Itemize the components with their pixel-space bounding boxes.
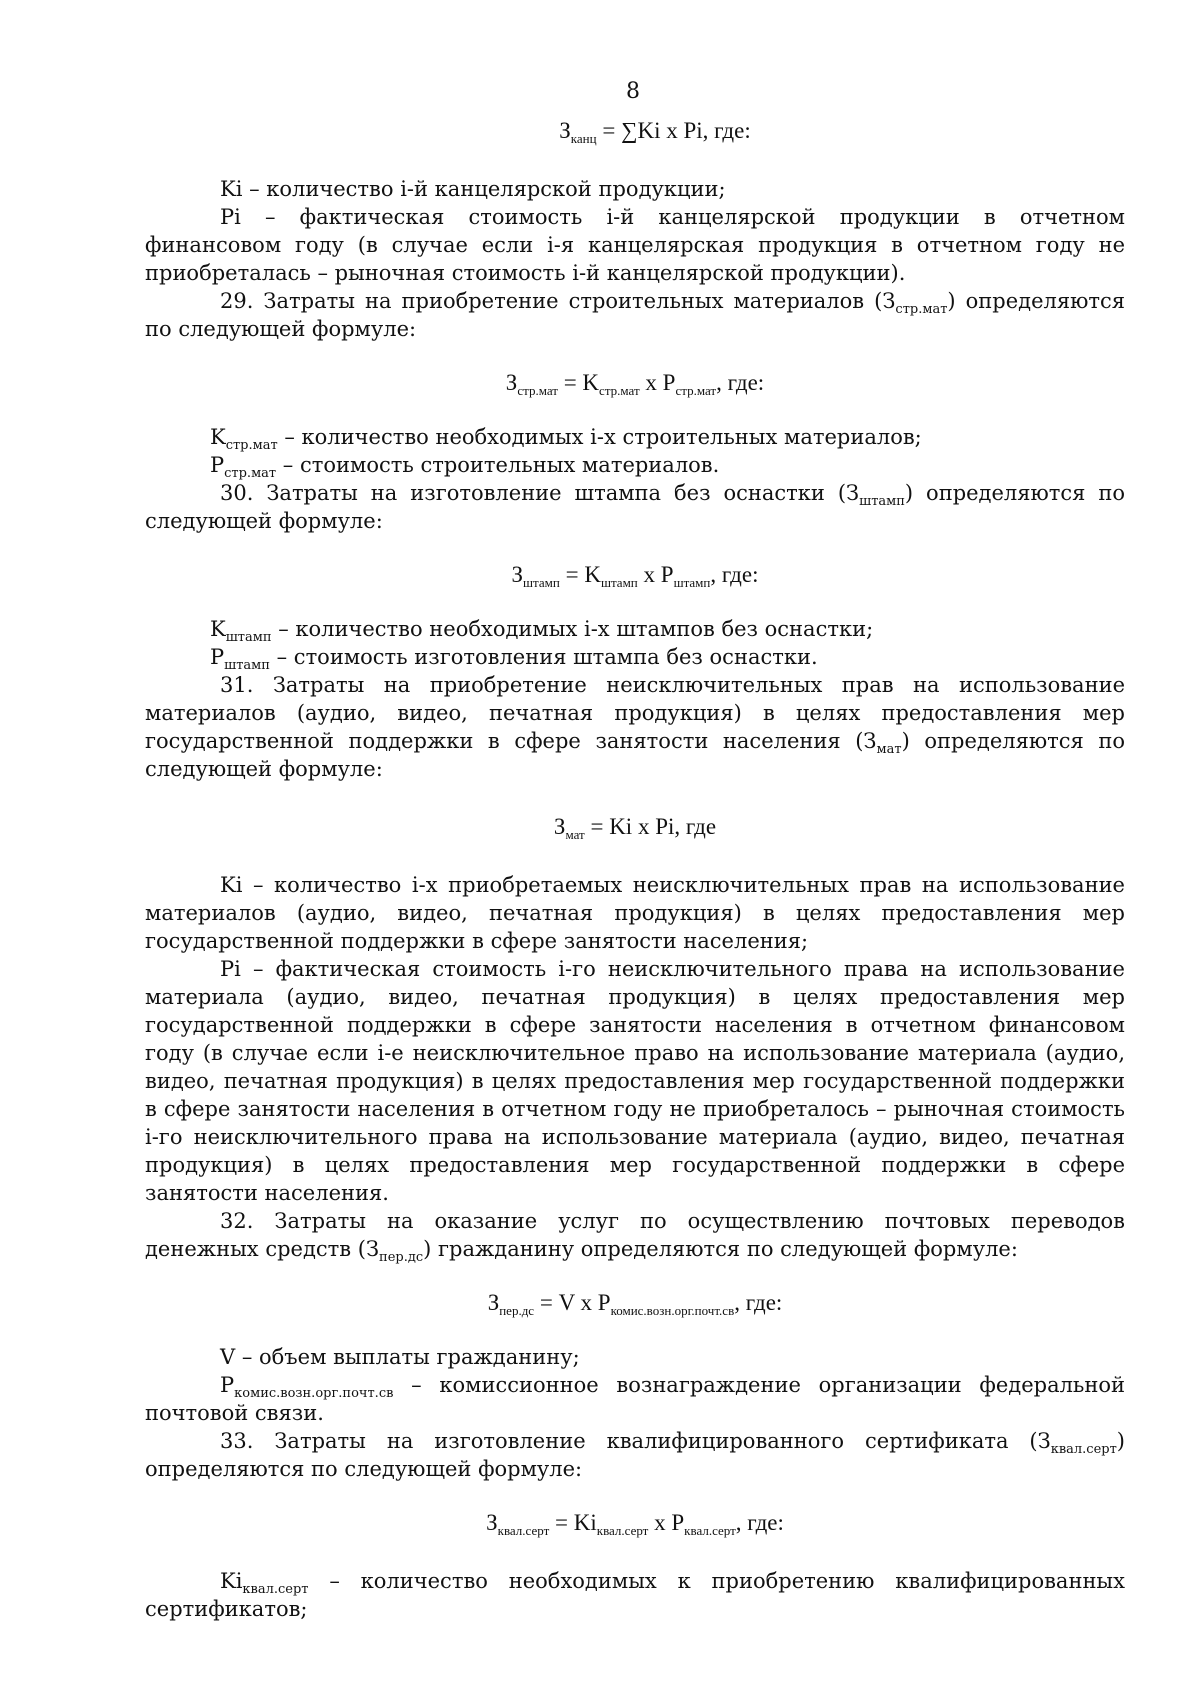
- definition-pi-stationery: Pi – фактическая стоимость i-й канцелярской продукции в отчетном финансовом году (в случае если i-я канцелярская продукция в отчетном году не приобреталась – рыночная стоимость i-й канцелярской продукции).: [145, 205, 1125, 285]
- definition-p-stamp: $P_{штамп}$ – стоимость изготовления штампа без оснастки.: [210, 645, 818, 673]
- definition-p-building: $P_{стр.мат}$ – стоимость строительных материалов.: [210, 453, 720, 481]
- definition-v-payment: V – объем выплаты гражданину;: [220, 1345, 580, 1369]
- formula-stationery: $З_{канц} = \sum Ki$ x Pi, где:: [559, 118, 751, 146]
- definition-p-commission: $P_{комис.возн.орг.почт.св}$ – комиссионное вознаграждение организации федеральной почтовой связи.: [145, 1373, 1125, 1425]
- definition-ki-stationery: Ki – количество i-й канцелярской продукции;: [220, 177, 726, 201]
- definition-ki-certificate: $Ki_{квал.серт}$ – количество необходимых к приобретению квалифицированных сертификатов;: [145, 1569, 1125, 1621]
- formula-stamp: $З_{штамп} = K_{штамп}$ x $P_{штамп}$, где:: [511, 562, 759, 590]
- document-body: [145, 117, 1125, 1623]
- definition-ki-rights: Ki – количество i-х приобретаемых неисключительных прав на использование материалов (аудио, видео, печатная продукция) в целях предоставления мер государственной поддержки в сфере занятости населения;: [145, 873, 1125, 953]
- clause-33: 33. Затраты на изготовление квалифицированного сертификата $(З_{квал.серт})$ определяются по следующей формуле:: [145, 1429, 1125, 1481]
- definition-pi-rights: Pi – фактическая стоимость i-го неисключительного права на использование материала (аудио, видео, печатная продукция) в целях предоставления мер государственной поддержки в сфере занятости населения в отчетном финансовом году (в случае если i-е неисключительное право на использование материала (аудио, видео, печатная продукция) в целях предоставления мер государственной поддержки в сфере занятости населения в отчетном году не приобреталось – рыночная стоимость i-го неисключительного права на использование материала (аудио, видео, печатная продукция) в целях предоставления мер государственной поддержки в сфере занятости населения.: [145, 957, 1125, 1205]
- clause-30: 30. Затраты на изготовление штампа без оснастки $(З_{штамп})$ определяются по следующей формуле:: [145, 481, 1125, 533]
- formula-qualified-certificate: $З_{квал.серт} = Ki_{квал.серт}$ x $P_{квал.серт}$, где:: [486, 1510, 784, 1538]
- page-number: 8: [626, 79, 640, 104]
- clause-29: 29. Затраты на приобретение строительных материалов $(З_{стр.мат})$ определяются по следующей формуле:: [145, 289, 1125, 341]
- formula-materials-rights: $З_{мат} = Ki$ x Pi, где: [553, 814, 717, 842]
- clause-31: 31. Затраты на приобретение неисключительных прав на использование материалов (аудио, видео, печатная продукция) в целях предоставления мер государственной поддержки в сфере занятости населения $(З_{мат})$ определяются по следующей формуле:: [145, 673, 1125, 781]
- formula-postal-transfers: $З_{пер.дс} = V$ x $P_{комис.возн.орг.почт.св}$, где:: [487, 1290, 783, 1318]
- definition-k-stamp: $K_{штамп}$ – количество необходимых i-х штампов без оснастки;: [210, 617, 874, 645]
- definition-k-building: $K_{стр.мат}$ – количество необходимых i-х строительных материалов;: [210, 425, 922, 453]
- clause-32: 32. Затраты на оказание услуг по осуществлению почтовых переводов денежных средств $(З_{пер.дс})$ гражданину определяются по следующей формуле:: [145, 1209, 1125, 1265]
- formula-building-materials: $З_{стр.мат} = K_{стр.мат}$ x $P_{стр.мат}$, где:: [505, 370, 765, 398]
